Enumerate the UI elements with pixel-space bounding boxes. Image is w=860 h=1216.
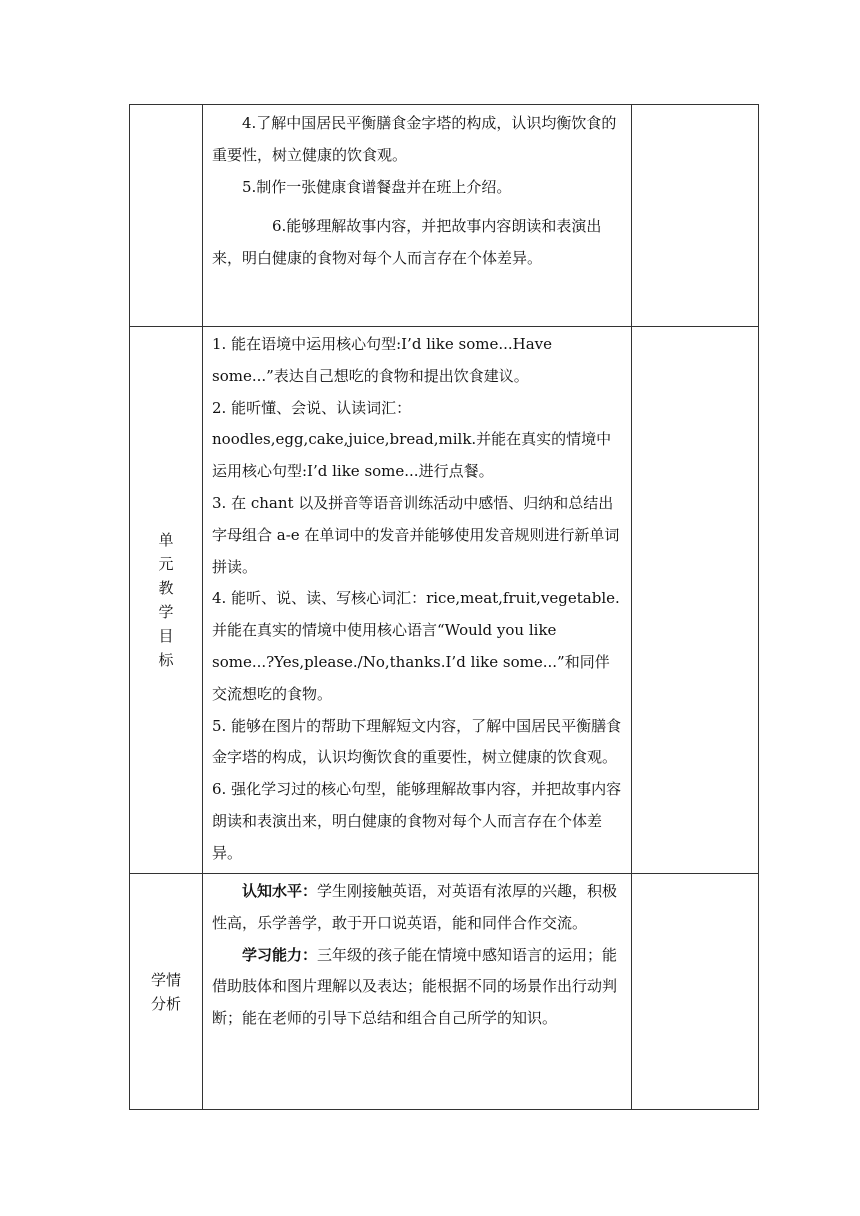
lesson-plan-table [129, 104, 759, 1110]
content-cell [203, 105, 632, 327]
row-label-unit-goals: 单 元 教 学 目 标 [130, 327, 203, 874]
list-item: 4. 能听、说、读、写核心词汇：rice,meat,fruit,vegetable.并能在真实的情境中使用核心语言“Would you like some...?Yes,please./No,thanks.I’d like some...”和同伴交流想吃的食物。 [212, 589, 620, 703]
paragraph: 4.了解中国居民平衡膳食金字塔的构成，认识均衡饮食的重要性，树立健康的饮食观。 [212, 114, 617, 164]
list-item: 5. 能够在图片的帮助下理解短文内容，了解中国居民平衡膳食金字塔的构成，认识均衡饮食的重要性，树立健康的饮食观。 [212, 716, 622, 767]
paragraph: 认知水平：学生刚接触英语，对英语有浓厚的兴趣，积极性高，乐学善学，敢于开口说英语，能和同伴合作交流。 [212, 882, 618, 932]
notes-cell [632, 105, 759, 327]
heading-learning-ability: 学习能力： [242, 945, 318, 964]
table-row [130, 105, 759, 327]
list-item: 1. 能在语境中运用核心句型:I’d like some...Have some...”表达自己想吃的食物和提出饮食建议。 [212, 335, 553, 385]
table-row [130, 874, 759, 1110]
paragraph: 5.制作一张健康食谱餐盘并在班上介绍。 [242, 177, 512, 196]
paragraph: 学习能力：三年级的孩子能在情境中感知语言的运用；能借助肢体和图片理解以及表达；能根据不同的场景作出行动判断；能在老师的引导下总结和组合自己所学的知识。 [212, 945, 618, 1028]
row-label-cell [130, 105, 203, 327]
list-item: 3. 在 chant 以及拼音等语音训练活动中感悟、归纳和总结出字母组合 a-e 在单词中的发音并能够使用发音规则进行新单词拼读。 [212, 493, 620, 576]
paragraph: 6.能够理解故事内容，并把故事内容朗读和表演出来，明白健康的食物对每个人而言存在个体差异。 [212, 217, 602, 268]
row-label-learner-analysis: 学情 分析 [130, 874, 203, 1110]
list-item: 6. 强化学习过的核心句型，能够理解故事内容，并把故事内容朗读和表演出来，明白健康的食物对每个人而言存在个体差异。 [212, 780, 622, 862]
heading-cognitive-level: 认知水平： [242, 882, 318, 900]
list-item: 2. 能听懂、会说、认读词汇：noodles,egg,cake,juice,bread,milk.并能在真实的情境中运用核心句型:I’d like some...进行点餐。 [212, 398, 612, 481]
content-cell [203, 874, 632, 1110]
table-row [130, 327, 759, 874]
notes-cell [632, 874, 759, 1110]
notes-cell [632, 327, 759, 874]
content-cell [203, 327, 632, 874]
